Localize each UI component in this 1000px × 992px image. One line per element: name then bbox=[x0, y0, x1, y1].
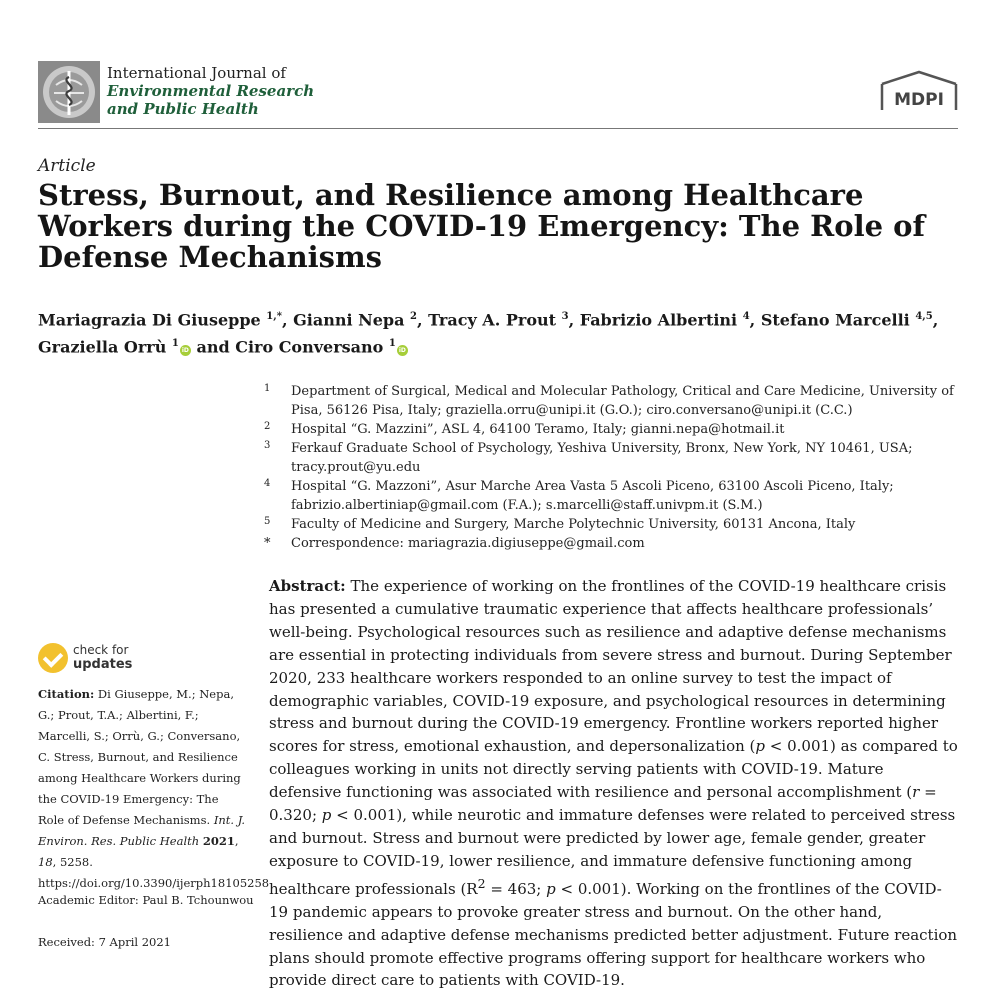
citation-doi-link[interactable]: https://doi.org/10.3390/ijerph18105258 bbox=[38, 876, 270, 890]
citation-pages: , 5258. bbox=[52, 855, 93, 869]
article-title: Stress, Burnout, and Resilience among Healthcare Workers during the COVID-19 Emergency: The Role of Defense Mechanisms bbox=[38, 178, 925, 274]
author-separator: , bbox=[417, 310, 429, 330]
author-separator: , bbox=[932, 310, 939, 330]
abstract-text-1: The experience of working on the frontlines of the COVID-19 healthcare crisis has presented a cumulative traumatic experience that affects healthcare professionals’ well-being. Psychological resources such as resilience and adaptive defense mechanisms are essential in protecting individuals from severe stress and burnout. During September 2020, 233 healthcare workers responded to an online survey to test the impact of demographic variables, COVID-19 exposure, and psychological resources in determining stress and burnout during the COVID-19 emergency. Frontline workers reported higher scores for stress, emotional exhaustion, and depersonalization ( bbox=[269, 577, 952, 756]
author-name: Stefano Marcelli bbox=[760, 310, 910, 330]
citation-year: 2021 bbox=[202, 834, 235, 848]
citation-text: Di Giuseppe, M.; Nepa, G.; Prout, T.A.; Albertini, F.; Marcelli, S.; Orrù, G.; Conversano, C. Stress, Burnout, and Resilience among Healthcare Workers during the COVID-19 Emergency: The Role of Defense Mechanisms. bbox=[38, 687, 241, 827]
author-list bbox=[38, 305, 958, 360]
affiliation-number: 1 bbox=[264, 383, 271, 394]
affiliation-item bbox=[264, 477, 964, 515]
author-affiliation-sup: 3 bbox=[561, 311, 569, 322]
affiliation-number: 4 bbox=[264, 478, 271, 489]
affiliation-number: * bbox=[264, 536, 271, 551]
affiliation-number: 5 bbox=[264, 516, 271, 527]
author-affiliation-sup: 4 bbox=[742, 311, 750, 322]
affiliation-text: Hospital “G. Mazzini”, ASL 4, 64100 Teramo, Italy; gianni.nepa@hotmail.it bbox=[291, 422, 785, 437]
abstract-text-2: < 0.001) as compared to colleagues working in units not directly serving patients with COVID-19. Mature defensive functioning was associated with resilience and personal accomplishment ( bbox=[269, 737, 958, 802]
affiliation-number: 2 bbox=[264, 421, 271, 432]
journal-name bbox=[107, 64, 314, 118]
affiliation-text: Department of Surgical, Medical and Molecular Pathology, Critical and Care Medicine, University of Pisa, 56126 Pisa, Italy; graziella.orru@unipi.it (G.O.); ciro.conversano@unipi.it (C.C.) bbox=[291, 384, 954, 418]
affiliation-item bbox=[264, 534, 964, 553]
author-separator: , bbox=[749, 310, 761, 330]
author-name: Ciro Conversano bbox=[235, 337, 384, 357]
abstract-label: Abstract: bbox=[269, 577, 346, 595]
citation-block: Citation: Di Giuseppe, M.; Nepa, G.; Prout, T.A.; Albertini, F.; Marcelli, S.; Orrù, G.; Conversano, C. Stress, Burnout, and Resilience among Healthcare Workers during the COVID-19 Emergency: The Role of Defense Mechanisms. Int. J. Environ. Res. Public Health 2021, 18, 5258. https://doi.org/10.3390/ijerph18105258 bbox=[38, 687, 270, 890]
author-affiliation-sup: 1 bbox=[388, 338, 396, 350]
affiliation-list bbox=[264, 382, 964, 553]
abstract-text-3: = 0.320; bbox=[269, 783, 937, 825]
citation-journal: Int. J. Environ. Res. Public Health bbox=[38, 813, 246, 848]
abstract-text-5: = 463; bbox=[485, 879, 547, 898]
abstract bbox=[269, 575, 959, 992]
orcid-icon[interactable]: iD bbox=[181, 346, 189, 354]
mdpi-logo bbox=[880, 70, 958, 112]
journal-name-line3: and Public Health bbox=[107, 100, 259, 118]
author-affiliation-sup: 1 bbox=[171, 338, 179, 350]
header-divider bbox=[38, 128, 958, 129]
author-name: Mariagrazia Di Giuseppe bbox=[38, 310, 261, 330]
citation-label: Citation: bbox=[38, 687, 95, 701]
abstract-p-symbol-2: p bbox=[321, 806, 332, 825]
journal-name-line1: International Journal of bbox=[107, 64, 286, 82]
article-type: Article bbox=[38, 156, 96, 176]
check-icon bbox=[38, 643, 68, 673]
author-affiliation-sup: 4,5 bbox=[915, 311, 933, 322]
affiliation-text: Ferkauf Graduate School of Psychology, Yeshiva University, Bronx, New York, NY 10461, USA; tracy.prout@yu.edu bbox=[291, 441, 913, 475]
author-separator: and bbox=[190, 337, 236, 357]
affiliation-item bbox=[264, 382, 964, 420]
author-name: Gianni Nepa bbox=[293, 310, 405, 330]
author-affiliation-sup: 1,* bbox=[266, 311, 282, 322]
author-separator: , bbox=[568, 310, 580, 330]
affiliation-number: 3 bbox=[264, 440, 271, 451]
author-name: Fabrizio Albertini bbox=[579, 310, 738, 330]
affiliation-item bbox=[264, 420, 964, 439]
abstract-r-symbol: r bbox=[912, 783, 920, 802]
check-for-updates-badge[interactable] bbox=[38, 641, 178, 675]
author-name: Graziella Orrù bbox=[38, 337, 167, 357]
author-name: Tracy A. Prout bbox=[428, 310, 557, 330]
abstract-squared: 2 bbox=[477, 875, 486, 891]
affiliation-text: Faculty of Medicine and Surgery, Marche Polytechnic University, 60131 Ancona, Italy bbox=[291, 517, 856, 532]
check-updates-line1: check for bbox=[73, 643, 129, 657]
affiliation-text: Hospital “G. Mazzoni”, Asur Marche Area Vasta 5 Ascoli Piceno, 63100 Ascoli Piceno, Italy; fabrizio.albertiniap@gmail.com (F.A.); s.marcelli@staff.univpm.it (S.M.) bbox=[291, 479, 894, 513]
author-separator: , bbox=[281, 310, 294, 330]
citation-volume: 18 bbox=[38, 855, 53, 869]
abstract-text-6: < 0.001). Working on the frontlines of the COVID-19 pandemic appears to provoke greater stress and burnout. On the other hand, resilience and adaptive defense mechanisms predicted better adjustment. Future reaction plans should promote effective programs offering support for healthcare workers who provide direct care to patients with COVID-19. bbox=[269, 879, 958, 990]
affiliation-text: Correspondence: mariagrazia.digiuseppe@gmail.com bbox=[291, 536, 645, 551]
abstract-p-symbol-3: p bbox=[546, 879, 556, 898]
orcid-icon[interactable]: iD bbox=[398, 346, 406, 354]
abstract-p-symbol: p bbox=[755, 737, 765, 756]
affiliation-item bbox=[264, 515, 964, 534]
journal-logo-icon bbox=[38, 61, 100, 123]
affiliation-item bbox=[264, 439, 964, 477]
received-date: Received: 7 April 2021 bbox=[38, 935, 171, 949]
check-updates-line2: updates bbox=[73, 657, 133, 672]
abstract-text-4: < 0.001), while neurotic and immature defenses were related to perceived stress and burnout. Stress and burnout were predicted by lower age, female gender, greater exposure to COVID-19, lower resilience, and immature defensive functioning among healthcare professionals (R bbox=[269, 806, 956, 898]
journal-name-line2: Environmental Research bbox=[107, 82, 315, 100]
publisher-name: MDPI bbox=[894, 90, 944, 110]
author-affiliation-sup: 2 bbox=[410, 311, 418, 322]
academic-editor: Academic Editor: Paul B. Tchounwou bbox=[38, 893, 254, 907]
